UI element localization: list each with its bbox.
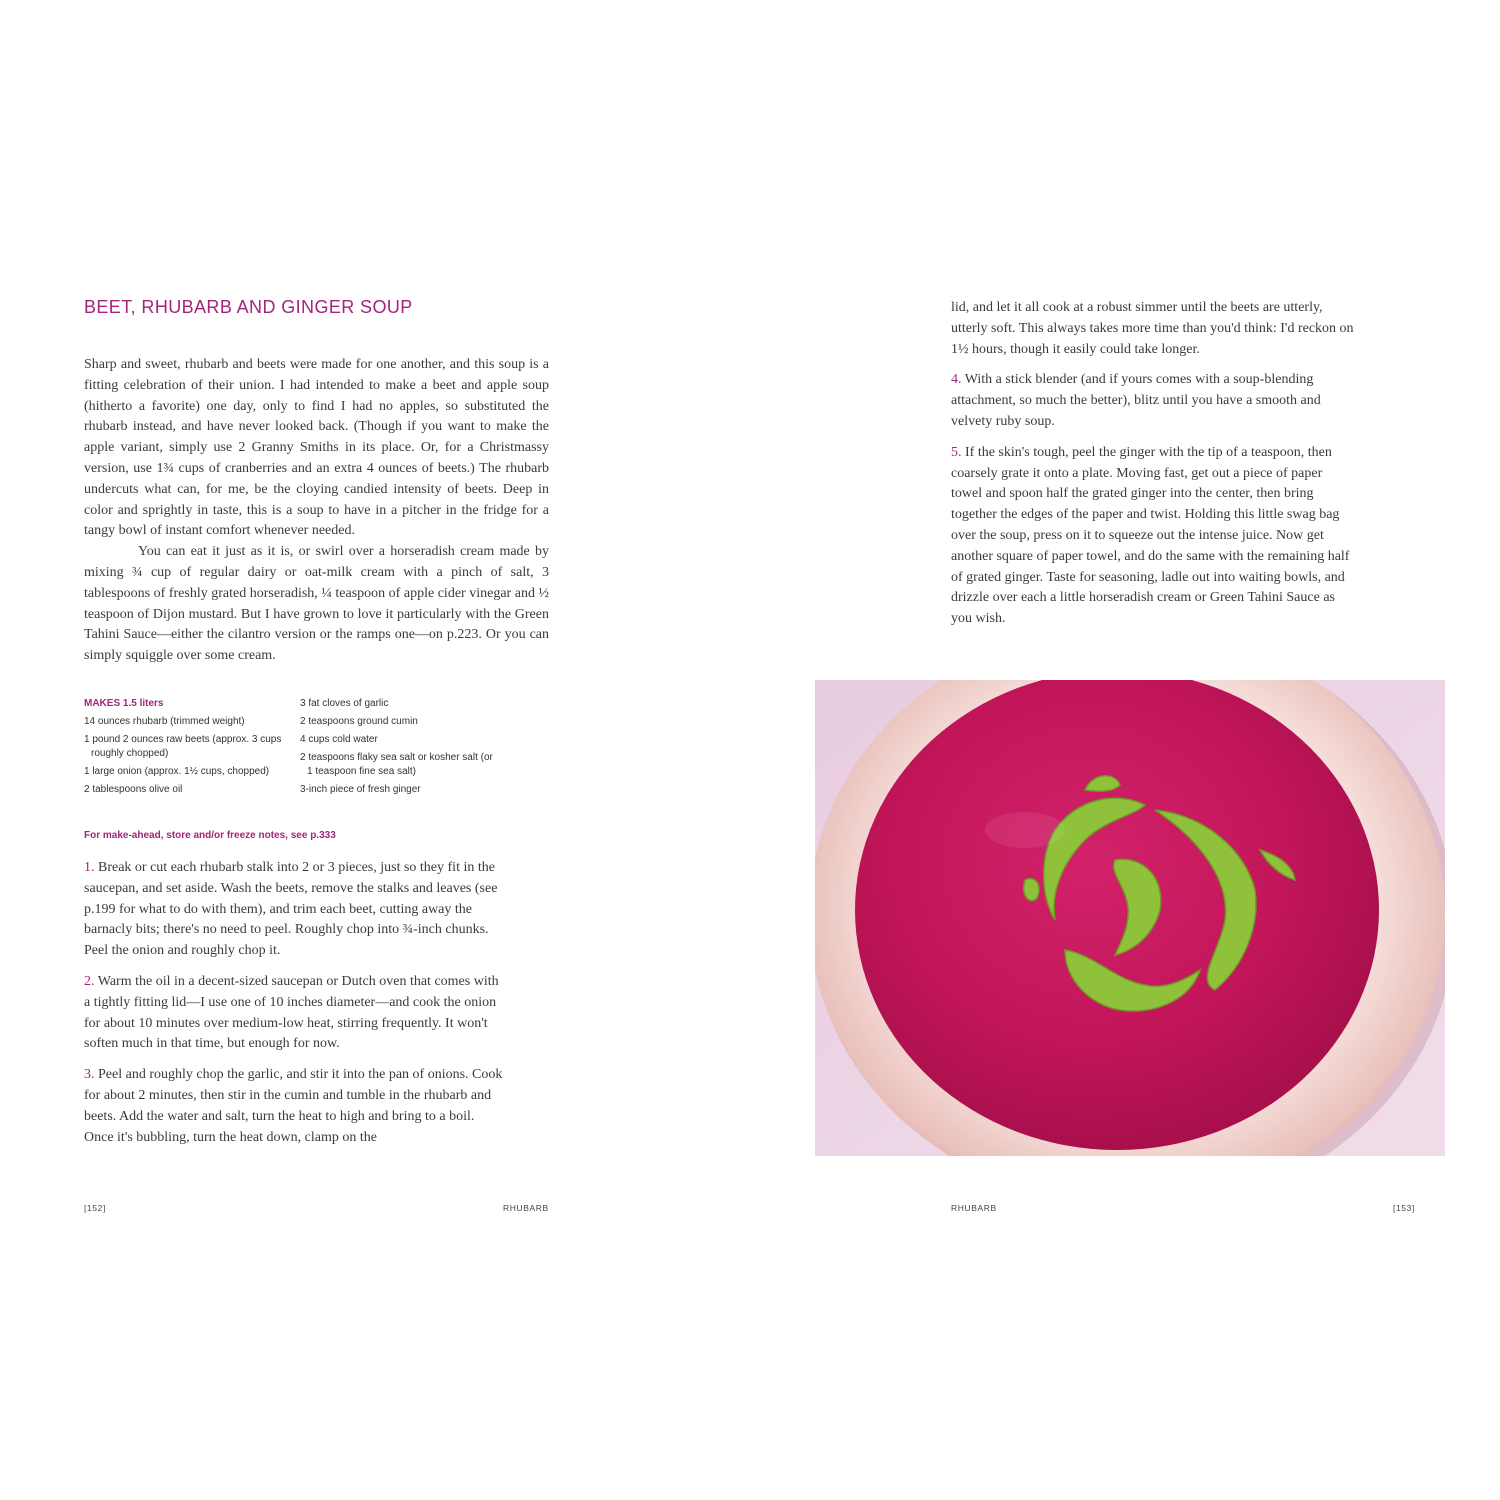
ingredient-item: 2 teaspoons ground cumin — [300, 716, 418, 727]
ingredient-item: 1 pound 2 ounces raw beets (approx. 3 cups roughly chopped) — [84, 734, 282, 759]
ingredients-column-2 — [300, 697, 500, 801]
step-text: Warm the oil in a decent-sized saucepan or Dutch oven that comes with a tightly fitting lid—I use one of 10 inches diameter—and cook the onion for about 10 minutes over medium-low heat, stirring frequently. It won't soften much in that time, but enough for now. — [84, 973, 499, 1052]
ingredient-item: 3 fat cloves of garlic — [300, 698, 389, 709]
recipe-title: BEET, RHUBARB AND GINGER SOUP — [84, 297, 413, 317]
step-text: With a stick blender (and if yours comes with a soup-blending attachment, so much the better), blitz until you have a smooth and velvety ruby soup. — [951, 372, 1321, 429]
method-step — [84, 1065, 504, 1148]
step-number: 2. — [84, 973, 95, 989]
step-text: Peel and roughly chop the garlic, and stir it into the pan of onions. Cook for about 2 minutes, then stir in the cumin and tumble in the rhubarb and beets. Add the water and salt, turn the heat to high and bring to a boil. Once it's bubbling, turn the heat down, clamp on the — [84, 1067, 503, 1145]
ingredients-list — [84, 697, 504, 801]
ingredient-item: 4 cups cold water — [300, 734, 378, 745]
ingredient-item: 2 tablespoons olive oil — [84, 784, 183, 795]
step-number: 1. — [84, 860, 95, 875]
running-head: RHUBARB — [503, 1203, 549, 1213]
step-continuation: lid, and let it all cook at a robust simmer until the beets are utterly, utterly soft. This always takes more time than you'd think: I'd reckon on 1½ hours, though it easily could take longer. — [951, 300, 1354, 357]
ingredient-item: 2 teaspoons flaky sea salt or kosher salt (or 1 teaspoon fine sea salt) — [300, 752, 493, 777]
ingredient-item: 3-inch piece of fresh ginger — [300, 784, 421, 795]
soup-highlight — [985, 812, 1065, 848]
step-number: 3. — [84, 1067, 95, 1083]
method-step — [84, 972, 504, 1055]
step-text: If the skin's tough, peel the ginger with the tip of a teaspoon, then coarsely grate it onto a plate. Moving fast, get out a piece of paper towel and spoon half the grated ginger into the center, then bring together the edges of the paper and twist. Holding this little swag bag over the soup, press on it to squeeze out the intense juice. Now get another square of paper towel, and do the same with the remaining half of grated ginger. Taste for seasoning, ladle out into waiting bowls, and drizzle over each a little horseradish cream or Green Tahini Sauce as you wish. — [951, 444, 1350, 627]
method-step — [951, 443, 1356, 630]
method-step — [951, 370, 1356, 432]
soup-photo — [815, 680, 1445, 1156]
method-steps-continued — [951, 298, 1356, 640]
page-number: [153] — [1393, 1203, 1415, 1213]
ingredient-item: 1 large onion (approx. 1½ cups, chopped) — [84, 766, 270, 777]
ingredients-column-1 — [84, 697, 300, 801]
step-text: Break or cut each rhubarb stalk into 2 or 3 pieces, just so they fit in the saucepan, and set aside. Wash the beets, remove the stalks and leaves (see p.199 for what to do with them), and trim each beet, cutting away the barnacly bits; there's no need to peel. Roughly chop into ¾-inch chunks. Peel the onion and roughly chop it. — [84, 860, 498, 959]
step-number: 5. — [951, 444, 962, 460]
page-number: [152] — [84, 1203, 106, 1213]
yield-label: MAKES 1.5 liters — [84, 698, 164, 709]
ingredient-item: 14 ounces rhubarb (trimmed weight) — [84, 716, 245, 727]
soup — [855, 680, 1379, 1150]
intro-text — [84, 355, 549, 667]
method-steps — [84, 858, 504, 1158]
step-number: 4. — [951, 372, 962, 388]
intro-paragraph: Sharp and sweet, rhubarb and beets were made for one another, and this soup is a fitting celebration of their union. I had intended to make a beet and apple soup (hitherto a favorite) one day, only to find I had no apples, so substituted the rhubarb instead, and have never looked back. (Though if you want to make the apple variant, simply use 2 Granny Smiths in its place. Or, for a Christmassy version, use 1¾ cups of cranberries and an extra 4 ounces of beets.) The rhubarb undercuts what can, for me, be the cloying candied intensity of beets. Deep in color and sprightly in taste, this is a soup to have in a pitcher in the fridge for a tangy bowl of instant comfort whenever needed. — [84, 357, 549, 539]
running-head: RHUBARB — [951, 1203, 997, 1213]
intro-paragraph: You can eat it just as it is, or swirl over a horseradish cream made by mixing ¾ cup of regular dairy or oat-milk cream with a pinch of salt, 3 tablespoons of freshly grated horseradish, ¼ teaspoon of apple cider vinegar and ½ teaspoon of Dijon mustard. But I have grown to love it particularly with the Green Tahini Sauce—either the cilantro version or the ramps one—on p.223. Or you can simply squiggle over some cream. — [84, 544, 549, 664]
freeze-note: For make-ahead, store and/or freeze notes, see p.333 — [84, 830, 336, 841]
method-step — [84, 858, 504, 962]
